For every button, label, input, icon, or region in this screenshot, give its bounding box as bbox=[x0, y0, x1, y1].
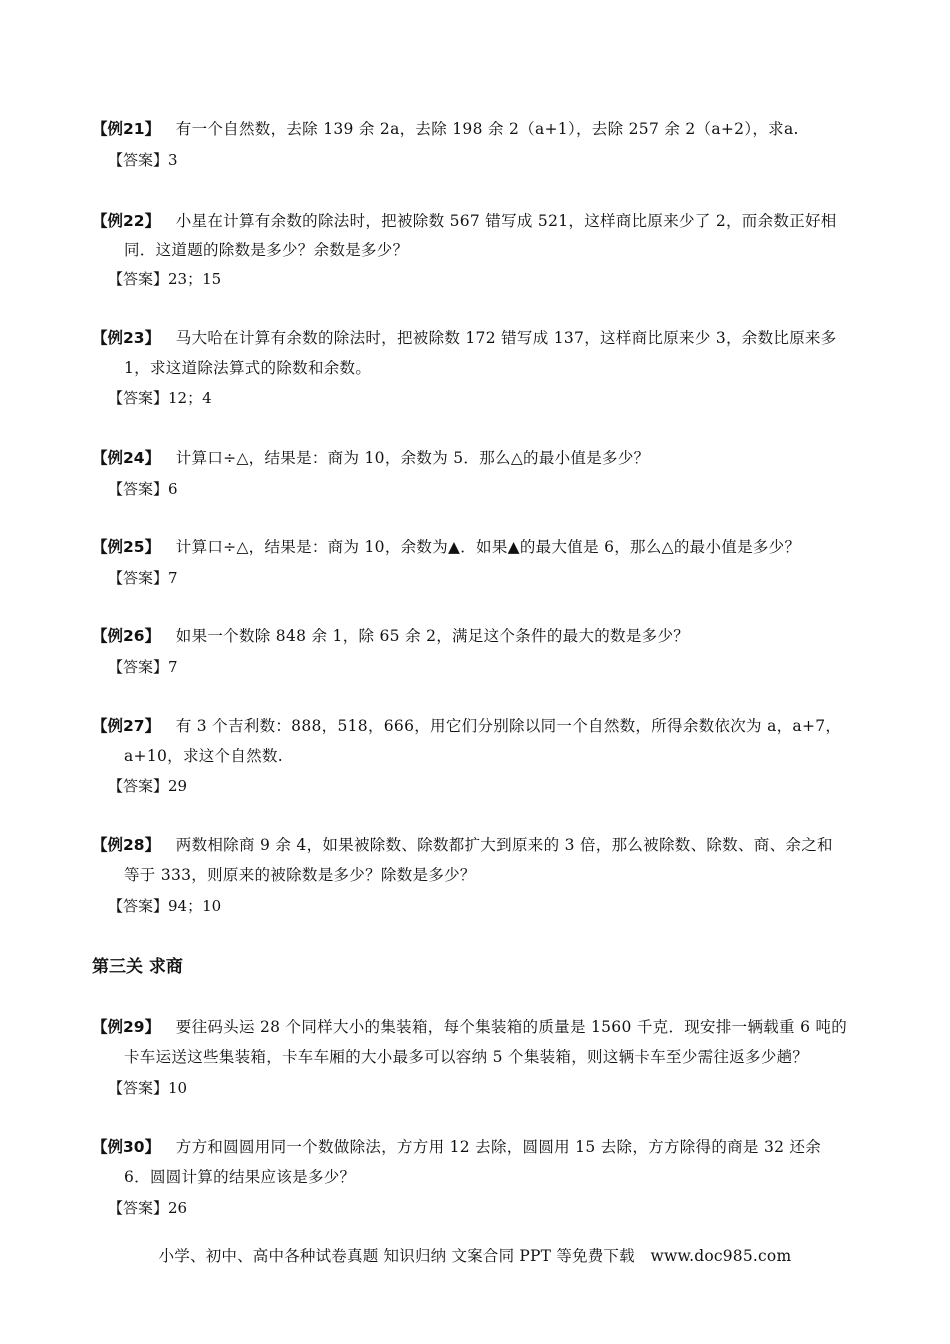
question-text-line2: 等于 333，则原来的被除数是多少？除数是多少？ bbox=[124, 866, 476, 884]
answer-tag: 【答案】 bbox=[108, 658, 169, 676]
answer-tag: 【答案】 bbox=[108, 777, 169, 795]
answer-value: 26 bbox=[168, 1199, 188, 1217]
answer-tag: 【答案】 bbox=[108, 1079, 169, 1097]
answer-value: 7 bbox=[168, 658, 178, 676]
example-tag: 【例28】 bbox=[92, 836, 161, 854]
example-24-question bbox=[92, 443, 860, 473]
question-text: 计算口÷△，结果是：商为 10，余数为 5．那么△的最小值是多少？ bbox=[175, 449, 650, 467]
question-text-line2: 卡车运送这些集装箱，卡车车厢的大小最多可以容纳 5 个集装箱，则这辆卡车至少需往返多少趟？ bbox=[124, 1048, 809, 1066]
question-text: 方方和圆圆用同一个数做除法，方方用 12 去除，圆圆用 15 去除，方方除得的商是 32 还余 bbox=[175, 1138, 822, 1156]
example-29-question bbox=[92, 1012, 860, 1042]
question-text: 有 3 个吉利数：888，518，666，用它们分别除以同一个自然数，所得余数依次为 a，a+7， bbox=[175, 717, 842, 735]
answer-value: 12；4 bbox=[168, 389, 212, 407]
example-26-question bbox=[92, 621, 860, 651]
section-heading: 第三关 求商 bbox=[92, 957, 183, 977]
question-text-line2: 6．圆圆计算的结果应该是多少？ bbox=[124, 1168, 356, 1186]
example-tag: 【例22】 bbox=[92, 212, 161, 230]
answer-tag: 【答案】 bbox=[108, 389, 169, 407]
example-tag: 【例21】 bbox=[92, 120, 161, 138]
question-text: 马大哈在计算有余数的除法时，把被除数 172 错写成 137，这样商比原来少 3，余数比原来多 bbox=[175, 329, 837, 347]
answer-tag: 【答案】 bbox=[108, 897, 169, 915]
question-text: 两数相除商 9 余 4，如果被除数、除数都扩大到原来的 3 倍，那么被除数、除数、商、余之和 bbox=[175, 836, 833, 854]
answer-tag: 【答案】 bbox=[108, 270, 169, 288]
answer-value: 6 bbox=[168, 480, 178, 498]
question-text: 要往码头运 28 个同样大小的集装箱，每个集装箱的质量是 1560 千克．现安排一辆载重 6 吨的 bbox=[175, 1018, 848, 1036]
example-28-question bbox=[92, 830, 860, 860]
answer-value: 10 bbox=[168, 1079, 188, 1097]
example-21-answer bbox=[108, 148, 178, 172]
example-29-answer bbox=[108, 1076, 187, 1100]
question-text: 小星在计算有余数的除法时，把被除数 567 错写成 521，这样商比原来少了 2，而余数正好相 bbox=[175, 212, 837, 230]
example-25-answer bbox=[108, 566, 178, 590]
answer-value: 7 bbox=[168, 569, 178, 587]
example-27-answer bbox=[108, 774, 187, 798]
example-25-question bbox=[92, 532, 860, 562]
answer-value: 23；15 bbox=[168, 270, 222, 288]
answer-value: 94；10 bbox=[168, 897, 222, 915]
example-tag: 【例27】 bbox=[92, 717, 161, 735]
answer-tag: 【答案】 bbox=[108, 569, 169, 587]
answer-tag: 【答案】 bbox=[108, 1199, 169, 1217]
example-27-question bbox=[92, 711, 860, 741]
example-tag: 【例29】 bbox=[92, 1018, 161, 1036]
example-tag: 【例30】 bbox=[92, 1138, 161, 1156]
example-tag: 【例24】 bbox=[92, 449, 161, 467]
example-30-question bbox=[92, 1132, 860, 1162]
example-30-answer bbox=[108, 1196, 187, 1220]
question-text-line2: 同．这道题的除数是多少？余数是多少？ bbox=[124, 241, 409, 259]
answer-value: 29 bbox=[168, 777, 188, 795]
answer-tag: 【答案】 bbox=[108, 480, 169, 498]
example-26-answer bbox=[108, 655, 178, 679]
example-tag: 【例25】 bbox=[92, 538, 161, 556]
example-21-question bbox=[92, 114, 860, 144]
example-28-answer bbox=[108, 894, 221, 918]
page-footer: 小学、初中、高中各种试卷真题 知识归纳 文案合同 PPT 等免费下载 www.doc985.com bbox=[158, 1247, 792, 1265]
example-22-question bbox=[92, 206, 860, 236]
example-tag: 【例26】 bbox=[92, 627, 161, 645]
question-text-line2: a+10，求这个自然数. bbox=[124, 747, 283, 765]
example-23-answer bbox=[108, 386, 212, 410]
example-22-answer bbox=[108, 267, 221, 291]
example-24-answer bbox=[108, 477, 178, 501]
question-text: 有一个自然数，去除 139 余 2a，去除 198 余 2（a+1），去除 257 余 2（a+2），求a. bbox=[175, 120, 799, 138]
example-23-question bbox=[92, 323, 860, 353]
answer-value: 3 bbox=[168, 151, 178, 169]
question-text: 计算口÷△，结果是：商为 10，余数为▲．如果▲的最大值是 6，那么△的最小值是多少？ bbox=[175, 538, 801, 556]
example-tag: 【例23】 bbox=[92, 329, 161, 347]
answer-tag: 【答案】 bbox=[108, 151, 169, 169]
question-text: 如果一个数除 848 余 1，除 65 余 2，满足这个条件的最大的数是多少？ bbox=[175, 627, 690, 645]
question-text-line2: 1，求这道除法算式的除数和余数。 bbox=[124, 359, 372, 377]
